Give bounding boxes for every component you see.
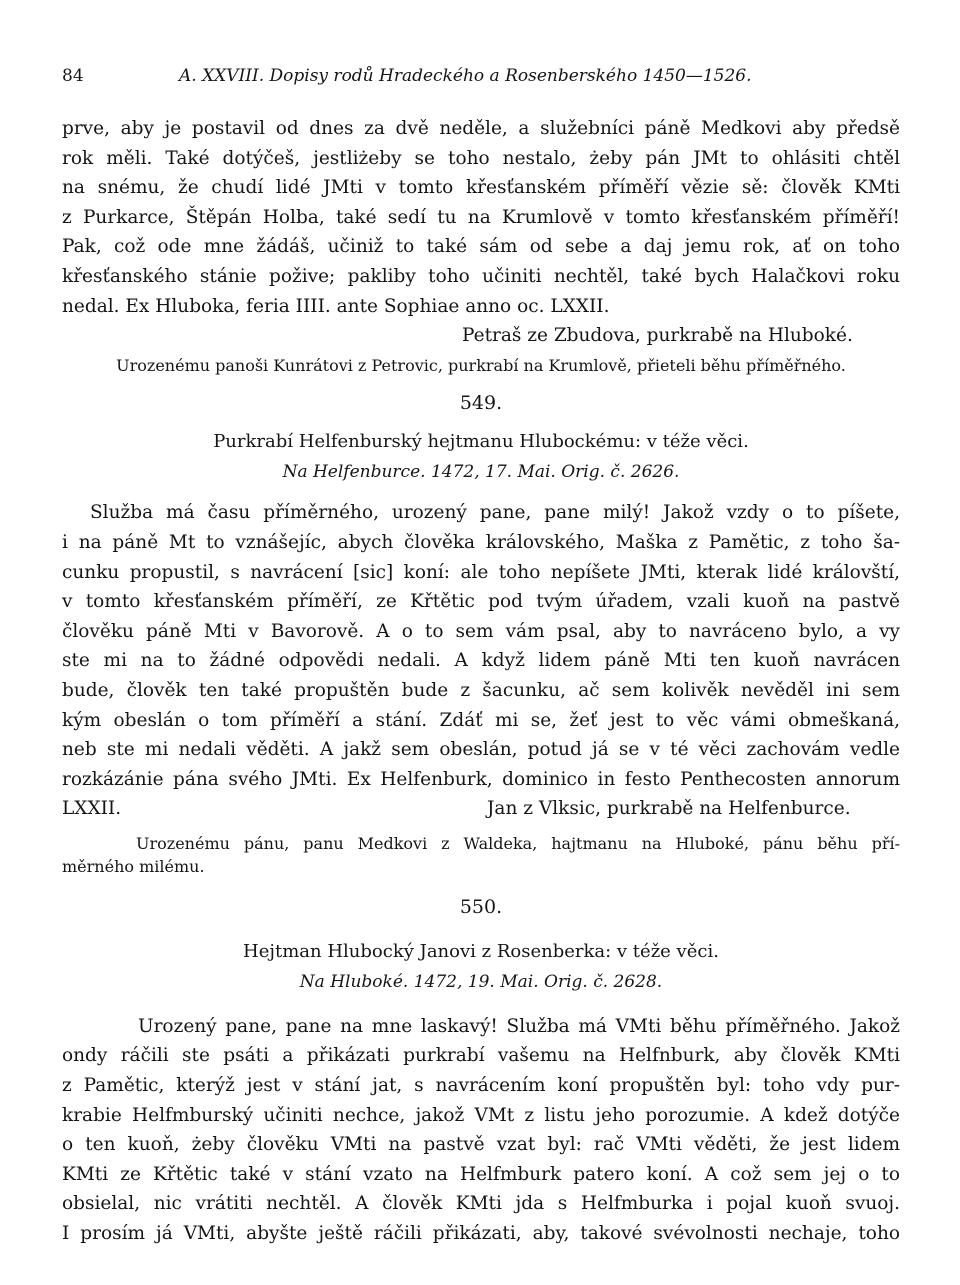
text-line: I prosím já VMti, abyšte ještě ráčili přikázati, aby, takové svévolnosti nechaje, toho — [62, 1223, 900, 1245]
document-number: 550. — [459, 895, 503, 918]
letter-address: Urozenému pánu, panu Medkovi z Waldeka, hajtmanu na Hluboké, pánu běhu pří- — [136, 833, 900, 853]
running-header — [62, 66, 900, 90]
text-line: nedal. Ex Hluboka, feria IIII. ante Sophiae anno oc. LXXII. — [62, 295, 610, 317]
running-title: A. XXVIII. Dopisy rodů Hradeckého a Rosenberského 1450—1526. — [179, 66, 752, 86]
spacer — [62, 824, 900, 832]
letter-address: měrného milému. — [62, 856, 205, 876]
text-line: rok měli. Také dotýčeš, jestliżeby se toho nestalo, żeby pán JMt to ohlásiti chtěl — [62, 147, 900, 169]
text-line: Služba má času příměrného, urozený pane, pane milý! Jakož vzdy o to píšete, — [90, 502, 900, 524]
document-source: Na Helfenburce. 1472, 17. Mai. Orig. č. 2626. — [282, 462, 680, 483]
text-line: Urozený pane, pane na mne laskavý! Služba má VMti běhu příměřného. Jakož — [138, 1015, 900, 1037]
text-line: kým obeslán o tom příměří a stání. Zdáť mi se, žeť jest to věc vámi obmeškaná, — [62, 709, 900, 731]
text-line: ondy ráčili ste psáti a přikázati purkrabí vašemu na Helfnburk, aby člověk KMti — [62, 1045, 900, 1067]
text-line: cunku propustil, s navrácení [sic] koní: ale toho nepíšete JMti, kterak lidé královští, — [62, 561, 900, 583]
letter-signature: Petraš ze Zbudova, purkrabě na Hluboké. — [462, 325, 853, 347]
text-line: krabie Helfmburský učiniti nechce, jakož VMt z listu jeho porozumie. A kdež dotýče — [62, 1104, 900, 1126]
text-line: z Pamětic, kterýž jest v stání jat, s navrácením koní propuštěn byl: toho vdy pur- — [62, 1075, 900, 1097]
text-line: v tomto křesťanském příměří, ze Křtětic pod tvým úřadem, vzali kuoň na pastvě — [62, 591, 900, 613]
document-page — [62, 0, 900, 1285]
letter-550 — [62, 878, 900, 1249]
text-line: prve, aby je postavil od dnes za dvě neděle, a služebníci páně Medkovi aby předsě — [62, 118, 900, 139]
spacer — [62, 1000, 900, 1012]
text-line: obsielal, nic vrátiti nechtěl. A člověk KMti jda s Helfmburka i pojal kuoň svuoj. — [62, 1193, 900, 1215]
document-heading: Hejtman Hlubocký Janovi z Rosenberka: v téže věci. — [243, 940, 719, 962]
text-line: o ten kuoň, żeby člověku VMti na pastvě vzat byl: rač VMti věděti, že jest lidem — [62, 1134, 900, 1156]
text-line: KMti ze Křtětic také v stání vzato na Helfmburk patero koní. A což sem jej o to — [62, 1163, 900, 1185]
closing-date: LXXII. — [62, 798, 122, 820]
page-number: 84 — [62, 66, 84, 86]
text-line: z Purkarce, Štěpán Holba, také sedí tu na Krumlově v tomto křesťanském příměří! — [62, 206, 900, 228]
document-heading: Purkrabí Helfenburský hejtmanu Hlubockému: v téže věci. — [213, 431, 749, 453]
signature-line — [62, 794, 900, 824]
letter-548-continuation — [62, 114, 900, 380]
document-source: Na Hluboké. 1472, 19. Mai. Orig. č. 2628. — [299, 971, 663, 992]
text-line: Pak, což ode mne žádáš, učiniž to také sám od sebe a daj jemu rok, ať on toho — [62, 236, 900, 258]
text-line: ste mi na to žádné odpovědi nedali. A když lidem páně Mti ten kuoň navrácen — [62, 650, 900, 672]
spacer — [62, 490, 900, 498]
text-line: neb ste mi nedali věděti. A jakž sem obeslán, potud já se v té věci zachovám vedle — [62, 739, 900, 761]
document-number: 549. — [459, 392, 503, 415]
letter-signature: Jan z Vlksic, purkrabě na Helfenburce. — [487, 798, 851, 820]
letter-address: Urozenému panoši Kunrátovi z Petrovic, purkrabí na Krumlově, přieteli běhu příměřného. — [116, 355, 846, 375]
text-line: i na páně Mt to vznášejíc, abych člověka královského, Maška z Pamětic, z toho ša- — [62, 531, 900, 553]
text-line: křesťanského stánie požive; pakliby toho učiniti nechtěl, také bych Halačkovi roku — [62, 265, 900, 287]
text-line: bude, člověk ten také propuštěn bude z šacunku, ač sem kolivěk nevěděl ini sem — [62, 679, 900, 701]
text-line: na snému, že chudí lidé JMti v tomto křesťanském příměří vězie sě: člověk KMti — [62, 177, 900, 199]
letter-549 — [62, 380, 900, 878]
page-body — [62, 114, 900, 1249]
text-line: rozkázánie pána svého JMti. Ex Helfenburk, dominico in festo Penthecosten annorum — [62, 768, 900, 790]
text-line: člověku páně Mti v Bavorově. A o to sem vám psal, aby to navráceno bylo, a vy — [62, 620, 900, 642]
